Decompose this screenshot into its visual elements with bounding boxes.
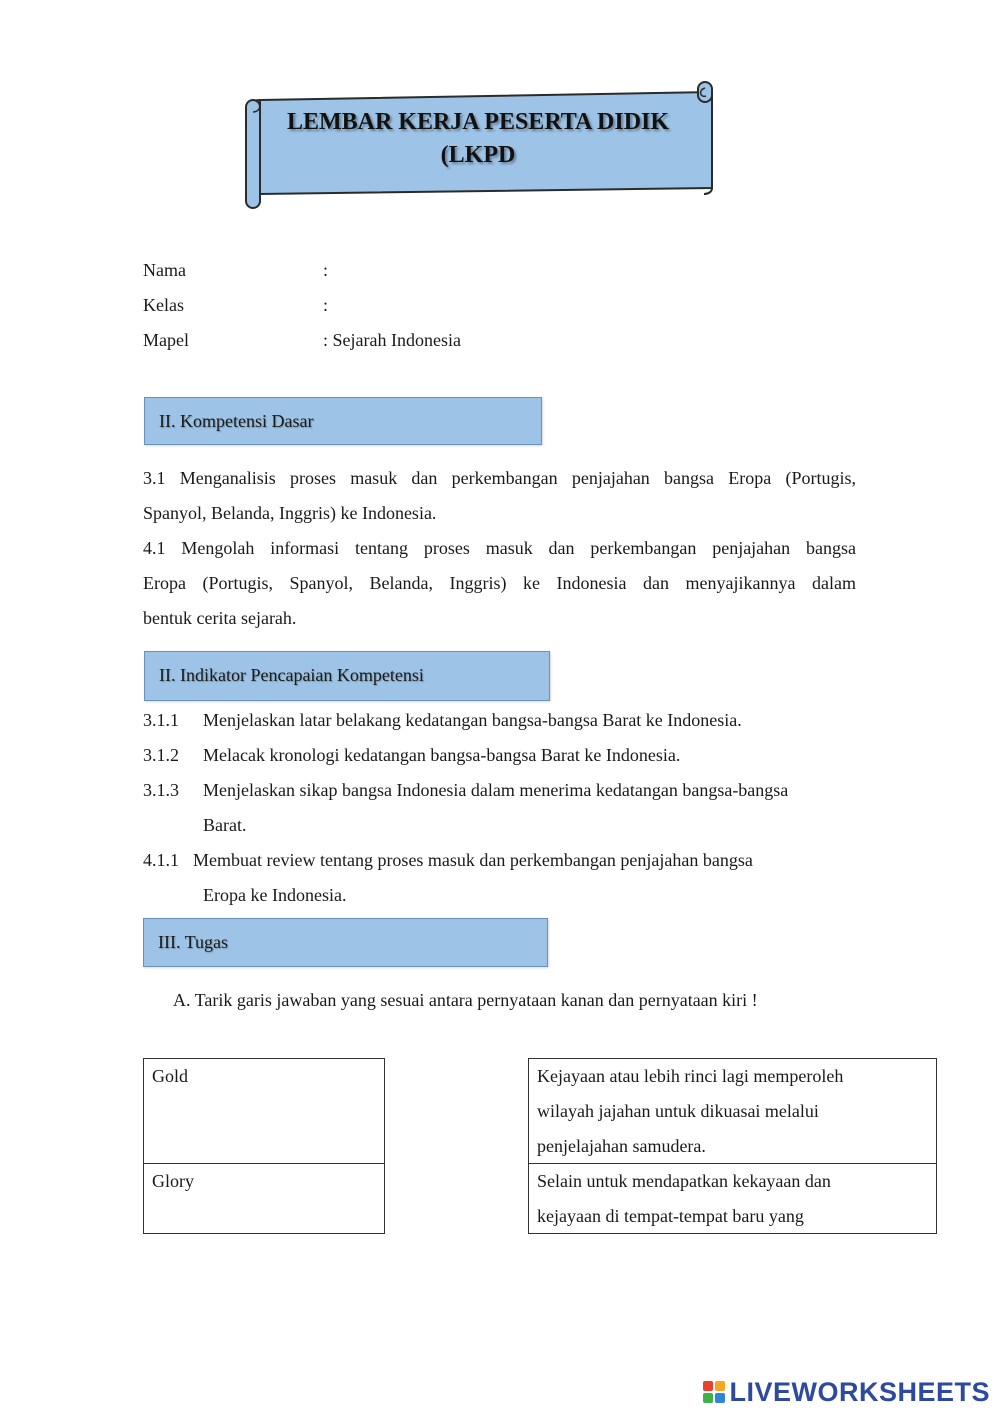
indicator-text: Membuat review tentang proses masuk dan perkembangan penjajahan bangsa — [193, 850, 753, 870]
indicator-item — [143, 703, 179, 738]
indicator-number: 3.1.2 — [143, 745, 179, 765]
match-right-box[interactable] — [528, 1058, 937, 1164]
section-heading: III. Tugas — [158, 932, 229, 952]
kd-4-1-line: bentuk cerita sejarah. — [143, 608, 297, 628]
section-header-kompetensi-dasar — [144, 397, 542, 445]
indicator-item — [143, 773, 179, 808]
identity-label: Mapel — [143, 330, 189, 350]
liveworksheets-icon — [703, 1381, 725, 1403]
kd-4-1-line: 4.1 Mengolah informasi tentang proses masuk dan perkembangan penjajahan bangsa — [143, 538, 856, 558]
indicator-text-continued: Eropa ke Indonesia. — [203, 885, 347, 905]
indicator-item — [143, 738, 179, 773]
section-header-indikator — [144, 651, 550, 701]
identity-value: : — [323, 295, 329, 315]
match-right-line: wilayah jajahan untuk dikuasai melalui — [537, 1101, 819, 1121]
match-right-line: penjelajahan samudera. — [537, 1136, 706, 1156]
identity-label: Kelas — [143, 295, 184, 315]
match-right-box[interactable] — [528, 1163, 937, 1234]
identity-label: Nama — [143, 260, 186, 280]
section-header-tugas — [143, 918, 548, 967]
task-instruction: A. Tarik garis jawaban yang sesuai antara pernyataan kanan dan pernyataan kiri ! — [173, 990, 758, 1010]
match-right-line: kejayaan di tempat-tempat baru yang — [537, 1206, 804, 1226]
match-right-line: Kejayaan atau lebih rinci lagi memperoleh — [537, 1066, 844, 1086]
kd-4-1-line: Eropa (Portugis, Spanyol, Belanda, Inggris) ke Indonesia dan menyajikannya dalam — [143, 573, 856, 593]
indicator-text: Menjelaskan latar belakang kedatangan bangsa-bangsa Barat ke Indonesia. — [203, 710, 742, 730]
indicator-text: Melacak kronologi kedatangan bangsa-bangsa Barat ke Indonesia. — [203, 745, 681, 765]
match-left-label: Glory — [152, 1171, 194, 1191]
kd-3-1-line: Spanyol, Belanda, Inggris) ke Indonesia. — [143, 503, 437, 523]
match-left-box[interactable] — [143, 1163, 385, 1234]
banner-title-line2: (LKPD — [440, 142, 516, 168]
indicator-item — [143, 843, 179, 878]
indicator-text: Menjelaskan sikap bangsa Indonesia dalam menerima kedatangan bangsa-bangsa — [203, 780, 789, 800]
title-banner — [240, 78, 720, 214]
kompetensi-dasar-text — [143, 461, 856, 636]
kd-3-1-line: 3.1 Menganalisis proses masuk dan perkembangan penjajahan bangsa Eropa (Portugis, — [143, 468, 856, 488]
indicator-number: 3.1.1 — [143, 710, 179, 730]
liveworksheets-brand: LIVEWORKSHEETS — [729, 1376, 990, 1407]
banner-title — [260, 106, 696, 172]
identity-value: : Sejarah Indonesia — [323, 330, 461, 350]
liveworksheets-logo — [703, 1377, 990, 1407]
identity-value: : — [323, 260, 329, 280]
section-heading: II. Indikator Pencapaian Kompetensi — [159, 665, 424, 685]
match-left-box[interactable] — [143, 1058, 385, 1164]
section-heading: II. Kompetensi Dasar — [159, 411, 314, 431]
indicator-number: 3.1.3 — [143, 780, 179, 800]
banner-title-line1: LEMBAR KERJA PESERTA DIDIK — [286, 109, 670, 135]
indicator-text-continued: Barat. — [203, 815, 247, 835]
match-left-label: Gold — [152, 1066, 188, 1086]
match-right-line: Selain untuk mendapatkan kekayaan dan — [537, 1171, 831, 1191]
indicator-number: 4.1.1 — [143, 850, 179, 870]
